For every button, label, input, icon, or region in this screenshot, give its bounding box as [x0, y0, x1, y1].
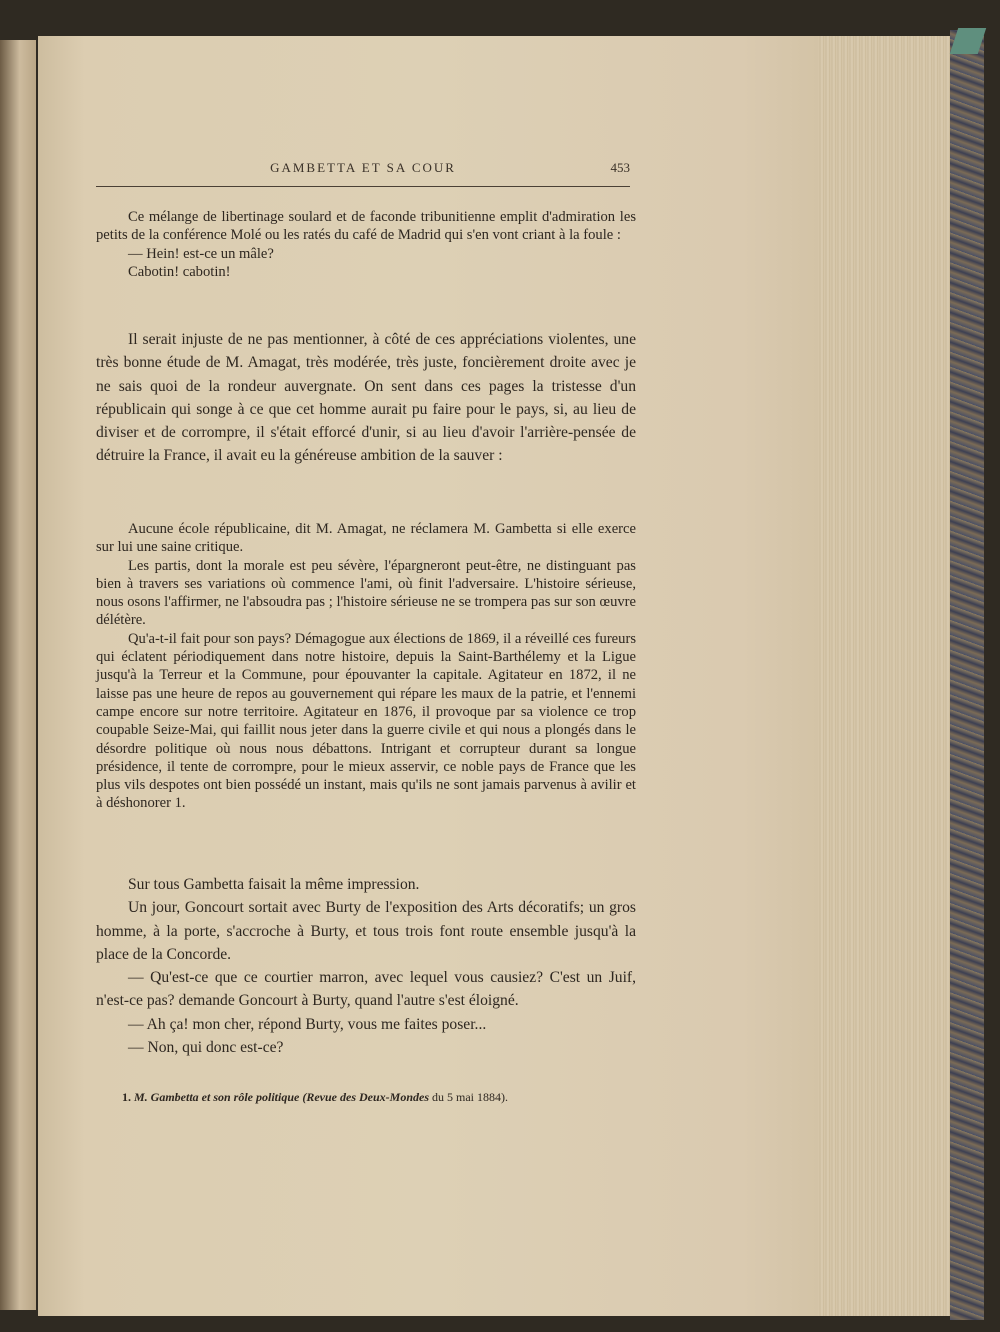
footnote-number: 1. — [122, 1090, 131, 1104]
paragraph-block-1 — [96, 208, 636, 281]
footnote-title: M. Gambetta et son rôle politique — [134, 1090, 300, 1104]
paragraph: — Hein! est-ce un mâle? — [128, 245, 274, 262]
footnote-date: du 5 mai 1884). — [432, 1090, 508, 1104]
quote-paragraph: Qu'a-t-il fait pour son pays? Démagogue aux élections de 1869, il a réveillé ces fureurs qui éclatent périodiquement dans notre histoire, depuis la Saint-Barthélemy et la Ligue jusqu'à la Terreur et la Commune, pour épouvanter la capitale. Agitateur en 1872, il ne laisse pas une heure de repos au gouvernement qui répare les maux de la patrie, et l'ennemi campe encore sur notre territoire. Agitateur en 1876, il provoque par sa violence ce trop coupable Seize-Mai, qui faillit nous jeter dans la guerre civile et qui nous a plongés dans le désordre politique où nous nous débattons. Intrigant et corrupteur durant sa longue présidence, il tente de corrompre, pour le mieux asservir, ce noble pays de France que les plus vils despotes ont bien possédé un instant, mais qu'ils ne sont jamais parvenus à avilir et à déshonorer 1. — [96, 630, 636, 812]
paragraph: — Ah ça! mon cher, répond Burty, vous me faites poser... — [128, 1015, 487, 1033]
page-number: 453 — [610, 160, 630, 175]
quotation-block — [96, 520, 636, 813]
footnote-source: (Revue des Deux-Mondes — [302, 1090, 429, 1104]
quote-paragraph: Aucune école républicaine, dit M. Amagat, ne réclamera M. Gambetta si elle exerce sur lui une saine critique. — [96, 521, 636, 556]
paragraph: Sur tous Gambetta faisait la même impression. — [128, 876, 420, 893]
left-page-edge — [0, 40, 36, 1310]
paragraph: Un jour, Goncourt sortait avec Burty de l'exposition des Arts décoratifs; un gros homme, à la porte, s'accroche à Burty, et tous trois font route ensemble jusqu'à la place de la Concorde. — [96, 899, 636, 963]
paragraph: Il serait injuste de ne pas mentionner, à côté de ces appréciations violentes, une très bonne étude de M. Amagat, très modérée, très juste, foncièrement droite avec je ne sais quoi de la rondeur auvergnate. On sent dans ces pages la tristesse d'un républicain qui songe à ce que cet homme aurait pu faire pour le pays, si, au lieu de diviser et de corrompre, il s'était efforcé d'unir, si au lieu d'avoir l'arrière-pensée de détruire la France, il avait eu la généreuse ambition de la sauver : — [96, 331, 636, 465]
paragraph-block-4 — [96, 873, 636, 1059]
paragraph-block-2 — [96, 328, 636, 468]
header-rule — [96, 186, 630, 187]
quote-paragraph: Les partis, dont la morale est peu sévère, l'épargneront peut-être, ne distinguant pas bien à travers ses variations où commence l'ami, où finit l'adversaire. L'histoire sérieuse, nous osons l'affirmer, ne l'absoudra pas ; l'histoire sérieuse ne se trompera pas sur son œuvre délétère. — [96, 557, 636, 629]
paragraph: Cabotin! cabotin! — [128, 263, 231, 280]
running-head — [96, 160, 630, 182]
paragraph: Ce mélange de libertinage soulard et de faconde tribunitienne emplit d'admiration les petits de la conférence Molé ou les ratés du café de Madrid qui s'en vont criant à la foule : — [96, 209, 636, 244]
footnote — [122, 1090, 508, 1105]
page-stack-edge — [818, 36, 950, 1316]
marbled-cover-edge — [950, 30, 984, 1320]
paragraph: — Non, qui donc est-ce? — [128, 1039, 284, 1057]
running-title: GAMBETTA ET SA COUR — [270, 160, 456, 175]
paragraph: — Qu'est-ce que ce courtier marron, avec lequel vous causiez? C'est un Juif, n'est-ce pas? demande Goncourt à Burty, quand l'autre s'est éloigné. — [96, 969, 636, 1010]
